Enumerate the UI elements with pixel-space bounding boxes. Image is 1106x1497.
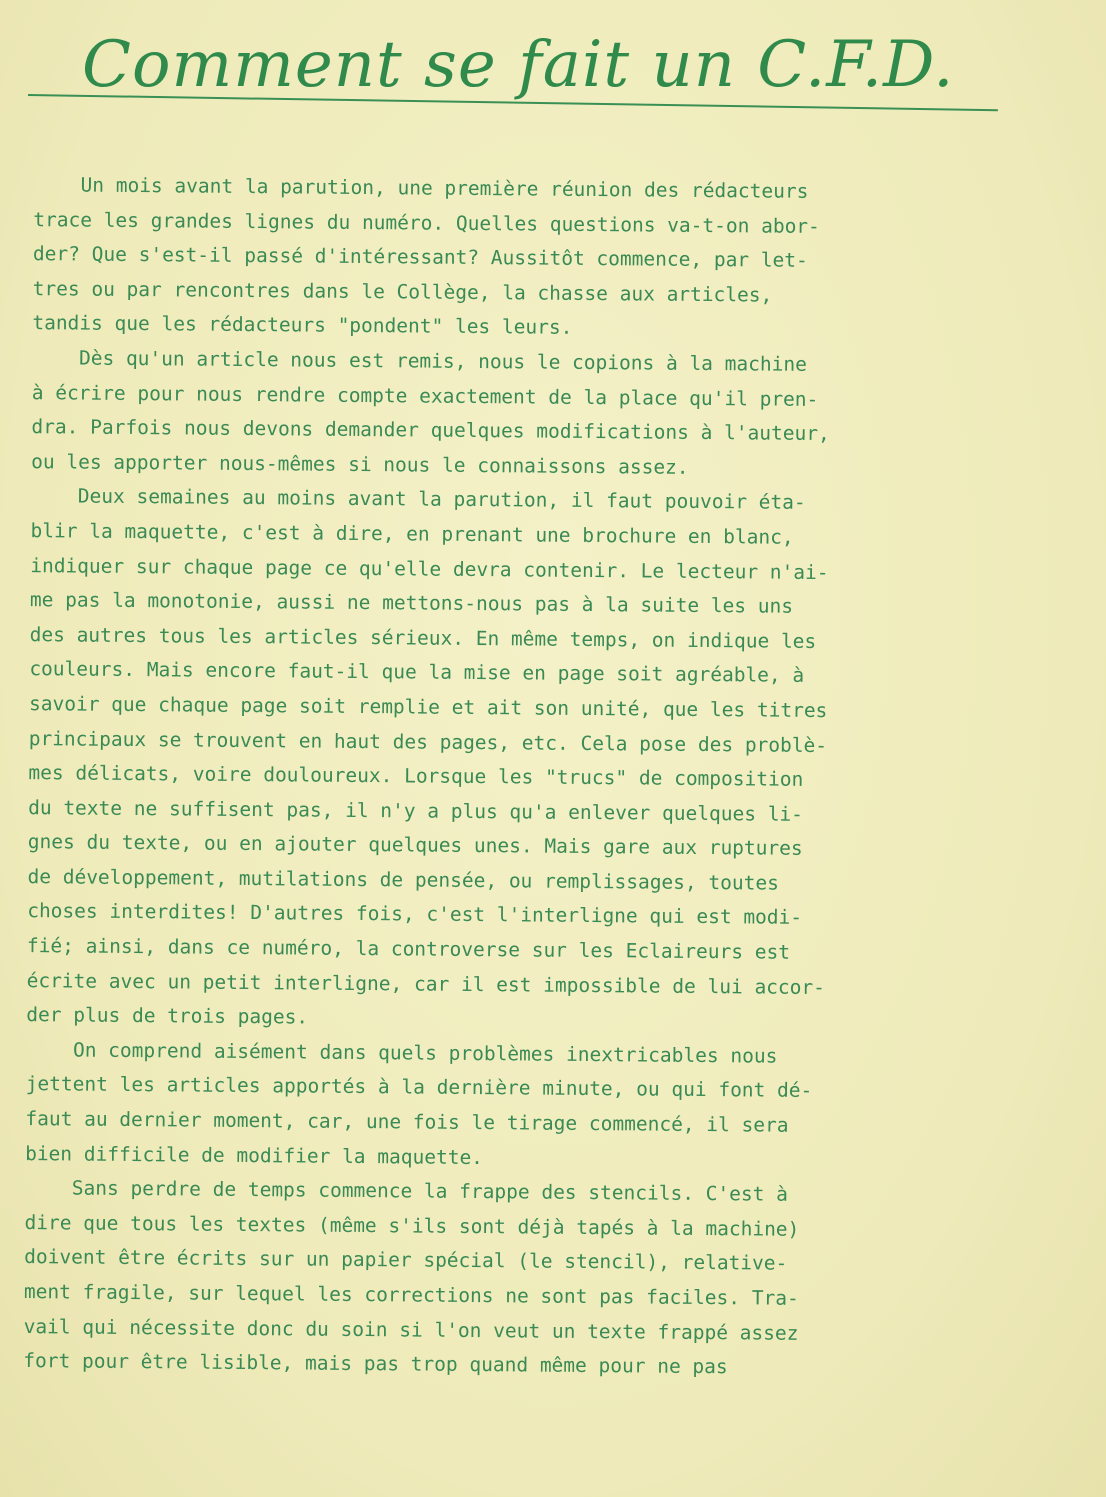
text-line: jettent les articles apportés à la dernière minute, ou qui font dé- [13,1072,813,1103]
text-line: savoir que chaque page soit remplie et ait son unité, que les titres [17,691,828,722]
text-line: tres ou par rencontres dans le Collège, la chasse aux articles, [20,276,773,307]
text-line: faut au dernier moment, car, une fois le tirage commencé, il sera [13,1106,789,1137]
text-line: dra. Parfois nous devons demander quelques modifications à l'auteur, [19,415,830,446]
text-line: choses interdites! D'autres fois, c'est l'interligne qui est modi- [15,899,803,930]
text-line: trace les grandes lignes du numéro. Quelles questions va-t-on abor- [21,207,820,238]
page-title: Comment se fait un C.F.D. [82,28,955,102]
text-line: mes délicats, voire douloureux. Lorsque les "trucs" de composition [16,761,804,791]
text-line: indiquer sur chaque page ce qu'elle devra contenir. Le lecteur n'ai- [18,553,829,584]
text-line: Sans perdre de temps commence la frappe des stencils. C'est à [13,1176,789,1206]
text-line: blir la maquette, c'est à dire, en prenant une brochure en blanc, [18,518,794,549]
text-line: ou les apporter nous-mêmes si nous le connaissons assez. [19,449,689,479]
text-line: écrite avec un petit interligne, car il est impossible de lui accor- [14,968,826,999]
text-line: bien difficile de modifier la maquette. [13,1141,484,1169]
text-line: der? Que s'est-il passé d'intéressant? Aussitôt commence, par let- [21,242,808,273]
text-line: ment fragile, sur lequel les corrections ne sont pas faciles. Tra- [12,1279,799,1310]
text-line: vail qui nécessite donc du soin si l'on veut un texte frappé assez [11,1314,799,1345]
text-line: On comprend aisément dans quels problèmes inextricables nous [14,1037,778,1068]
article-body [11,168,1062,1388]
text-line: Deux semaines au moins avant la parution, il faut pouvoir éta- [19,484,806,515]
text-line: me pas la monotonie, aussi ne mettons-nous pas à la suite les uns [18,588,794,618]
text-line: des autres tous les articles sérieux. En même temps, on indique les [17,622,817,653]
text-line: du texte ne suffisent pas, il n'y a plus qu'a enlever quelques li- [16,795,804,826]
text-line: couleurs. Mais encore faut-il que la mise en page soit agréable, à [17,657,805,688]
text-line: Dès qu'un article nous est remis, nous le copions à la machine [20,345,808,376]
text-line: gnes du texte, ou en ajouter quelques unes. Mais gare aux ruptures [16,830,803,861]
text-line: fié; ainsi, dans ce numéro, la controverse sur les Eclaireurs est [15,934,791,964]
text-line: der plus de trois pages. [14,1003,309,1029]
text-line: dire que tous les textes (même s'ils sont déjà tapés à la machine) [12,1210,800,1241]
text-line: Un mois avant la parution, une première réunion des rédacteurs [21,172,809,203]
text-line: fort pour être lisible, mais pas trop quand même pour ne pas [11,1349,728,1379]
text-line: tandis que les rédacteurs "pondent" les leurs. [20,311,573,340]
text-line: principaux se trouvent en haut des pages, etc. Cela pose des problè- [16,726,828,757]
text-line: à écrire pour nous rendre compte exactement de la place qu'il pren- [19,380,819,411]
text-line: de développement, mutilations de pensée, ou remplissages, toutes [15,864,779,895]
text-line: doivent être écrits sur un papier spécial (le stencil), relative- [12,1245,788,1276]
